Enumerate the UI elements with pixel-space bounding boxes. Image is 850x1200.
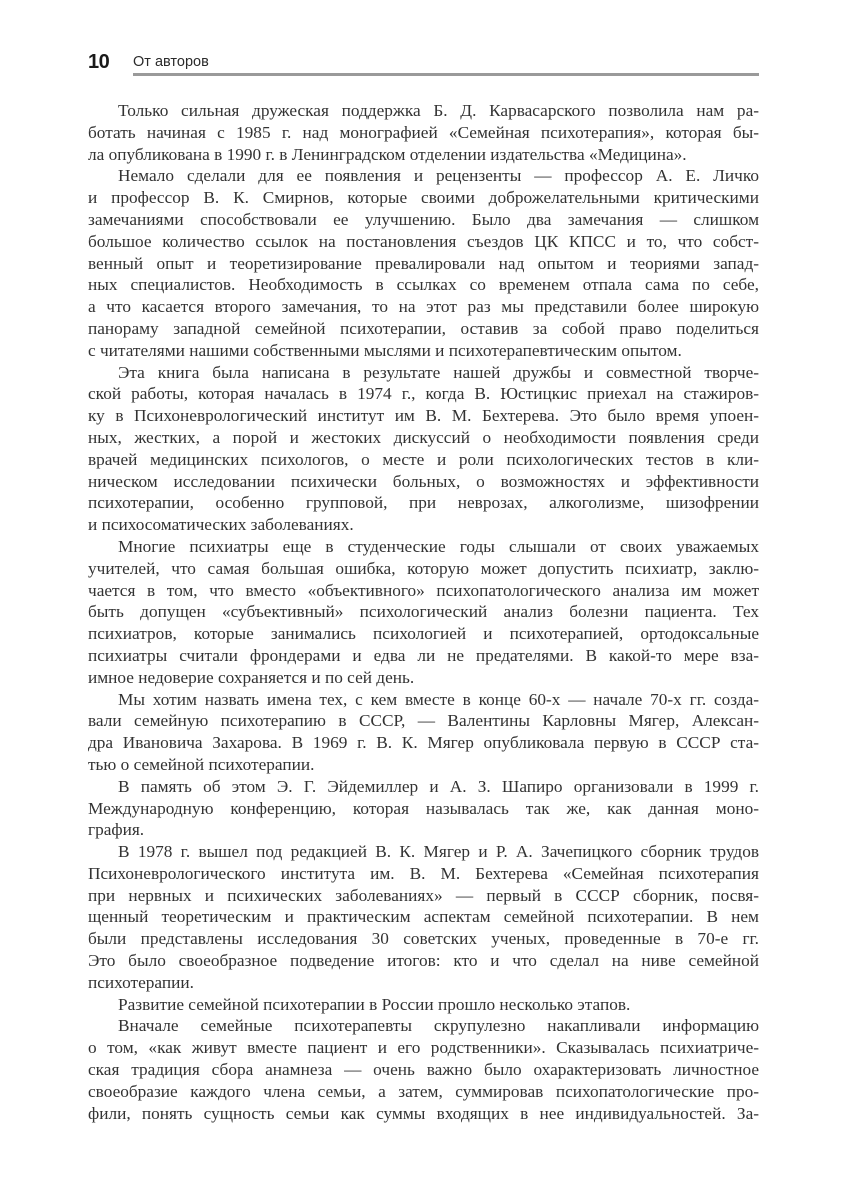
paragraph bbox=[88, 841, 759, 994]
paragraph bbox=[88, 1015, 759, 1124]
paragraph bbox=[88, 165, 759, 361]
text-line: вали семейную психотерапию в СССР, — Валентины Карловны Мягер, Алексан- bbox=[88, 711, 759, 731]
text-line: ской работы, которая началась в 1974 г., когда В. Юстицкис приехал на стажиров- bbox=[88, 384, 759, 404]
text-line: имное недоверие сохраняется и по сей день. bbox=[88, 667, 415, 687]
paragraph bbox=[88, 362, 759, 536]
text-line: Вначале семейные психотерапевты скрупулезно накапливали информацию bbox=[118, 1016, 759, 1036]
text-line: панораму западной семейной психотерапии, оставив за собой право поделиться bbox=[88, 318, 759, 338]
text-line: были представлены исследования 30 советских ученых, проведенные в 70-е гг. bbox=[88, 929, 759, 949]
text-line: Психоневрологического института им. В. М. Бехтерева «Семейная психотерапия bbox=[88, 863, 759, 883]
text-line: ку в Психоневрологический институт им В. М. Бехтерева. Это было время упоен- bbox=[88, 406, 759, 426]
page-number: 10 bbox=[88, 51, 110, 73]
paragraph bbox=[88, 100, 759, 165]
text-line: психотерапии. bbox=[88, 972, 194, 992]
text-line: учителей, что самая большая ошибка, которую может допустить психиатр, заклю- bbox=[88, 558, 759, 578]
text-line: Многие психиатры еще в студенческие годы слышали от своих уважаемых bbox=[118, 536, 759, 556]
text-line: дра Ивановича Захарова. В 1969 г. В. К. Мягер опубликовала первую в СССР ста- bbox=[88, 733, 759, 753]
text-line: ская традиция сбора анамнеза — очень важно было охарактеризовать личностное bbox=[88, 1060, 759, 1080]
text-line: В 1978 г. вышел под редакцией В. К. Мягер и Р. А. Зачепицкого сборник трудов bbox=[118, 842, 759, 862]
text-line: а что касается второго замечания, то на этот раз мы представили более широкую bbox=[88, 297, 759, 317]
text-line: Мы хотим назвать имена тех, с кем вместе в конце 60-х — начале 70-х гг. созда- bbox=[118, 689, 759, 709]
text-line: врачей медицинских психологов, о месте и роли психологических тестов в кли- bbox=[88, 449, 759, 469]
running-title: От авторов bbox=[133, 54, 209, 70]
text-line: замечаниями способствовали ее улучшению. Было два замечания — слишком bbox=[88, 209, 759, 229]
text-line: тью о семейной психотерапии. bbox=[88, 754, 315, 774]
text-line: фили, понять сущность семьи как суммы входящих в нее индивидуальностей. За- bbox=[88, 1103, 759, 1123]
text-line: при нервных и психических заболеваниях» — первый в СССР сборник, посвя- bbox=[88, 885, 759, 905]
header-rule bbox=[133, 73, 759, 76]
text-line: и профессор В. К. Смирнов, которые своими доброжелательными критическими bbox=[88, 188, 759, 208]
text-line: психиатров, которые занимались психологией и психотерапией, ортодоксальные bbox=[88, 624, 759, 644]
text-line: ботать начиная с 1985 г. над монографией «Семейная психотерапия», которая бы- bbox=[88, 122, 759, 142]
paragraph bbox=[88, 776, 759, 841]
text-line: графия. bbox=[88, 820, 145, 840]
text-line: Развитие семейной психотерапии в России прошло несколько этапов. bbox=[118, 994, 631, 1014]
text-line: психотерапии, особенно групповой, при неврозах, алкоголизме, шизофрении bbox=[88, 493, 759, 513]
text-line: с читателями нашими собственными мыслями и психотерапевтическим опытом. bbox=[88, 340, 682, 360]
text-line: щенный теоретическим и практическим аспектам семейной психотерапии. В нем bbox=[88, 907, 759, 927]
text-line: и психосоматических заболеваниях. bbox=[88, 515, 354, 535]
text-line: ла опубликована в 1990 г. в Ленинградском отделении издательства «Медицина». bbox=[88, 144, 687, 164]
text-line: Международную конференцию, которая называлась так же, как данная моно- bbox=[88, 798, 759, 818]
paragraph bbox=[88, 689, 759, 776]
text-line: Эта книга была написана в результате нашей дружбы и совместной творче- bbox=[118, 362, 759, 382]
text-line: ническом исследовании психически больных, о возможностях и эффективности bbox=[88, 471, 759, 491]
text-line: В память об этом Э. Г. Эйдемиллер и А. З. Шапиро организовали в 1999 г. bbox=[118, 776, 759, 796]
text-line: большое количество ссылок на постановления съездов ЦК КПСС и то, что собст- bbox=[88, 231, 759, 251]
text-line: венный опыт и теоретизирование превалировали над опытом и теориями запад- bbox=[88, 253, 759, 273]
text-line: чается в том, что вместо «объективного» психопатологического анализа им может bbox=[88, 580, 759, 600]
text-line: психиатры считали фрондерами и едва ли не предателями. В какой-то мере вза- bbox=[88, 645, 759, 665]
body-text bbox=[88, 100, 759, 1124]
text-line: о том, «как живут вместе пациент и его родственники». Сказывалась психиатриче- bbox=[88, 1038, 759, 1058]
text-line: своеобразие каждого члена семьи, а затем, суммировав психопатологические про- bbox=[88, 1081, 759, 1101]
text-line: Только сильная дружеская поддержка Б. Д. Карвасарского позволила нам ра- bbox=[118, 101, 759, 120]
text-line: быть допущен «субъективный» психологический анализ болезни пациента. Тех bbox=[88, 602, 759, 622]
paragraph bbox=[88, 994, 759, 1016]
text-line: ных, жестких, а порой и жестоких дискуссий о необходимости появления среди bbox=[88, 427, 759, 447]
text-line: Это было своеобразное подведение итогов: кто и что сделал на ниве семейной bbox=[88, 951, 759, 971]
text-line: ных специалистов. Необходимость в ссылках со временем отпала сама по себе, bbox=[88, 275, 759, 295]
text-line: Немало сделали для ее появления и рецензенты — профессор А. Е. Личко bbox=[118, 166, 759, 186]
running-header bbox=[88, 48, 759, 78]
paragraph bbox=[88, 536, 759, 689]
